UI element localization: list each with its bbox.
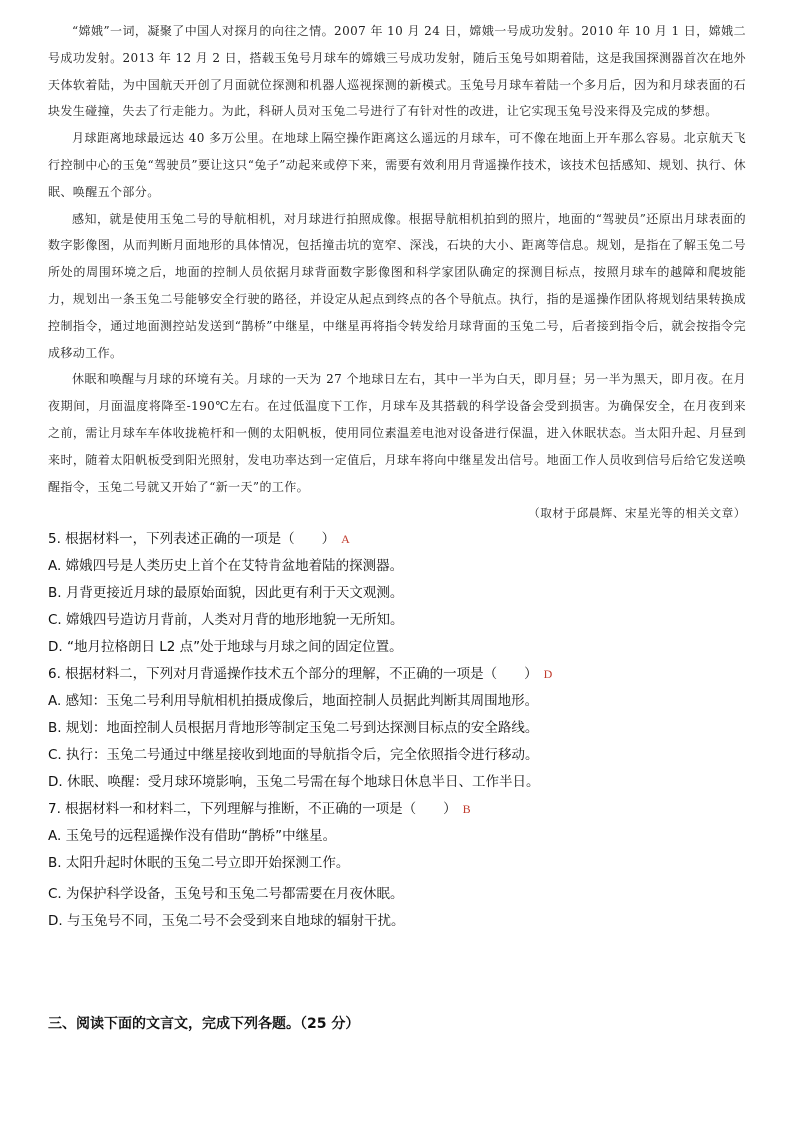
- option-d: D. 休眠、唤醒：受月球环境影响，玉兔二号需在每个地球日休息半日、工作半日。: [48, 774, 540, 791]
- document-page: [48, 18, 746, 935]
- option-d: D. “地月拉格朗日 L2 点”处于地球与月球之间的固定位置。: [48, 639, 403, 656]
- question-7: [48, 796, 746, 935]
- source-citation: （取材于邱晨辉、宋星光等的相关文章）: [528, 506, 746, 521]
- passage-paragraph-2: 月球距离地球最远达 40 多万公里。在地球上隔空操作距离这么遥远的月球车，可不像在地面上开车那么容易。北京航天飞行控制中心的玉兔“驾驶员”要让这只“兔子”动起来或停下来，需要有效利用月背遥操作技术，该技术包括感知、规划、执行、休眠、唤醒五个部分。: [48, 131, 746, 199]
- answer-key: D: [543, 667, 553, 682]
- option-b: B. 太阳升起时休眠的玉兔二号立即开始探测工作。: [48, 855, 350, 872]
- option-a: A. 嫦娥四号是人类历史上首个在艾特肯盆地着陆的探测器。: [48, 558, 404, 575]
- section-heading: 三、阅读下面的文言文，完成下列各题。（25 分）: [48, 1016, 360, 1032]
- option-a: A. 玉兔号的远程遥操作没有借助“鹊桥”中继星。: [48, 828, 337, 845]
- question-stem: [48, 796, 746, 823]
- answer-key: A: [341, 532, 350, 547]
- question-5: [48, 526, 746, 661]
- question-stem-text: 5. 根据材料一，下列表述正确的一项是（ ）: [48, 531, 336, 548]
- option-c: C. 为保护科学设备，玉兔号和玉兔二号都需要在月夜休眠。: [48, 886, 404, 903]
- passage-paragraph-4: 休眠和唤醒与月球的环境有关。月球的一天为 27 个地球日左右，其中一半为白天，即月昼；另一半为黑天，即月夜。在月夜期间，月面温度将降至-190℃左右。在过低温度下工作，月球车及其搭载的科学设备会受到损害。为确保安全，在月夜到来之前，需让月球车车体收拢桅杆和一侧的太阳帆板，使用同位素温差电池对设备进行保温，进入休眠状态。当太阳升起、月昼到来时，随着太阳帆板受到阳光照射，发电功率达到一定值后，月球车将向中继星发出信号。地面工作人员收到信号后给它发送唤醒指令，玉兔二号就又开始了“新一天”的工作。: [48, 372, 746, 494]
- passage-paragraph-1: “嫦娥”一词，凝聚了中国人对探月的向往之情。2007 年 10 月 24 日，嫦娥一号成功发射。2010 年 10 月 1 日，嫦娥二号成功发射。2013 年 12 月 2 日，搭载玉兔号月球车的嫦娥三号成功发射，随后玉兔号如期着陆，这是我国探测器首次在地外天体软着陆，为中国航天开创了月面就位探测和机器人巡视探测的新模式。玉兔号月球车着陆一个多月后，因为和月球表面的石块发生碰撞，失去了行走能力。为此，科研人员对玉兔二号进行了有针对性的改进，让它实现玉兔号没来得及完成的梦想。: [48, 24, 746, 119]
- passage-paragraph-3: 感知，就是使用玉兔二号的导航相机，对月球进行拍照成像。根据导航相机拍到的照片，地面的“驾驶员”还原出月球表面的数字影像图，从而判断月面地形的具体情况，包括撞击坑的宽窄、深浅，石块的大小、距离等信息。规划，是指在了解玉兔二号所处的周围环境之后，地面的控制人员依据月球背面数字影像图和科学家团队确定的探测目标点，按照月球车的越障和爬坡能力，规划出一条玉兔二号能够安全行驶的路径，并设定从起点到终点的各个导航点。执行，指的是遥操作团队将规划结果转换成控制指令，通过地面测控站发送到“鹊桥”中继星，中继星再将指令转发给月球背面的玉兔二号，后者接到指令后，就会按指令完成移动工作。: [48, 211, 746, 360]
- option-b: B. 规划：地面控制人员根据月背地形等制定玉兔二号到达探测目标点的安全路线。: [48, 720, 539, 737]
- option-b: B. 月背更接近月球的最原始面貌，因此更有利于天文观测。: [48, 585, 404, 602]
- option-c: C. 执行：玉兔二号通过中继星接收到地面的导航指令后，完全依照指令进行移动。: [48, 747, 539, 764]
- option-c: C. 嫦娥四号造访月背前，人类对月背的地形地貌一无所知。: [48, 612, 404, 629]
- question-stem-text: 6. 根据材料二，下列对月背遥操作技术五个部分的理解，不正确的一项是（ ）: [48, 666, 538, 683]
- question-stem-text: 7. 根据材料一和材料二，下列理解与推断，不正确的一项是（ ）: [48, 801, 457, 818]
- answer-key: B: [462, 802, 471, 817]
- question-6: [48, 661, 746, 796]
- question-stem: [48, 661, 746, 688]
- option-a: A. 感知：玉兔二号利用导航相机拍摄成像后，地面控制人员据此判断其周围地形。: [48, 693, 539, 710]
- question-stem: [48, 526, 746, 553]
- option-d: D. 与玉兔号不同，玉兔二号不会受到来自地球的辐射干扰。: [48, 913, 405, 930]
